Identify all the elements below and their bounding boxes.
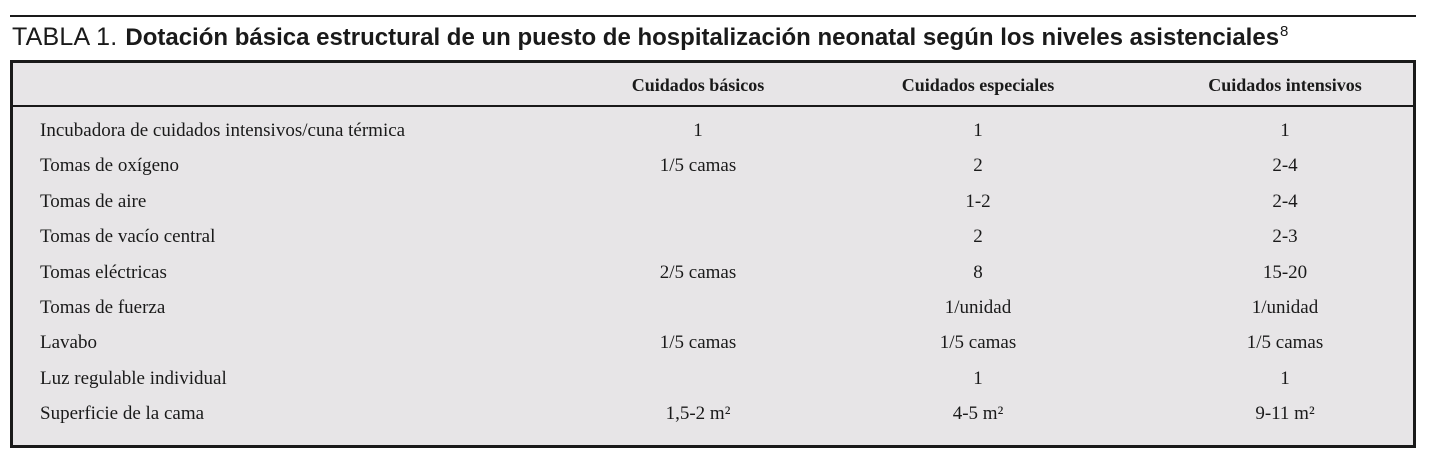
cell-especiales: 1/5 camas	[939, 332, 1017, 354]
table-caption	[12, 19, 1288, 56]
cell-intensivos: 1	[1280, 120, 1290, 141]
row-label: Tomas eléctricas	[40, 261, 167, 283]
table-row	[13, 221, 1413, 256]
table-row	[13, 186, 1413, 221]
cell-especiales: 2	[973, 226, 983, 248]
cell-especiales: 2	[973, 155, 983, 177]
cell-basicos: 1/5 camas	[659, 332, 737, 354]
table-row	[13, 363, 1413, 398]
cell-especiales: 1	[973, 367, 983, 389]
table-title: Dotación básica estructural de un puesto de hospitalización neonatal según los niveles asistenciales	[125, 24, 1280, 51]
cell-especiales: 4-5 m²	[952, 403, 1004, 425]
cell-intensivos: 9-11 m²	[1255, 403, 1315, 425]
row-label: Lavabo	[40, 332, 97, 354]
table-number: TABLA 1.	[12, 23, 118, 51]
cell-especiales: 1	[973, 120, 983, 141]
cell-basicos: 2/5 camas	[659, 261, 737, 283]
table-body	[13, 115, 1413, 434]
table-row	[13, 115, 1413, 150]
cell-basicos: 1,5-2 m²	[665, 403, 731, 425]
row-label: Tomas de vacío central	[40, 226, 216, 248]
row-label: Tomas de aire	[40, 190, 147, 212]
row-label: Luz regulable individual	[40, 367, 227, 389]
table-row	[13, 257, 1413, 292]
table-row	[13, 327, 1413, 362]
top-rule	[10, 15, 1416, 17]
cell-intensivos: 2-4	[1272, 155, 1298, 177]
row-label: Tomas de oxígeno	[40, 155, 180, 177]
column-header-basicos: Cuidados básicos	[631, 75, 765, 95]
cell-intensivos: 2-4	[1272, 190, 1298, 212]
cell-basicos: 1/5 camas	[659, 155, 737, 177]
cell-especiales: 8	[973, 261, 983, 283]
column-header-intensivos: Cuidados intensivos	[1208, 75, 1362, 95]
cell-intensivos: 1/unidad	[1251, 296, 1319, 318]
cell-intensivos: 2-3	[1272, 226, 1298, 248]
cell-intensivos: 1/5 camas	[1246, 332, 1324, 354]
row-label: Superficie de la cama	[40, 403, 205, 425]
cell-basicos: 1	[693, 120, 703, 141]
table-row	[13, 398, 1413, 433]
table-row	[13, 292, 1413, 327]
row-label: Tomas de fuerza	[40, 296, 166, 318]
reference-superscript: 8	[1280, 22, 1289, 40]
cell-especiales: 1-2	[965, 190, 991, 212]
header-divider	[13, 105, 1413, 107]
cell-especiales: 1/unidad	[944, 296, 1012, 318]
row-label: Incubadora de cuidados intensivos/cuna térmica	[40, 120, 406, 141]
cell-intensivos: 15-20	[1262, 261, 1308, 283]
table-row	[13, 150, 1413, 185]
cell-intensivos: 1	[1280, 367, 1290, 389]
data-table	[10, 60, 1416, 448]
column-header-especiales: Cuidados especiales	[901, 75, 1055, 95]
